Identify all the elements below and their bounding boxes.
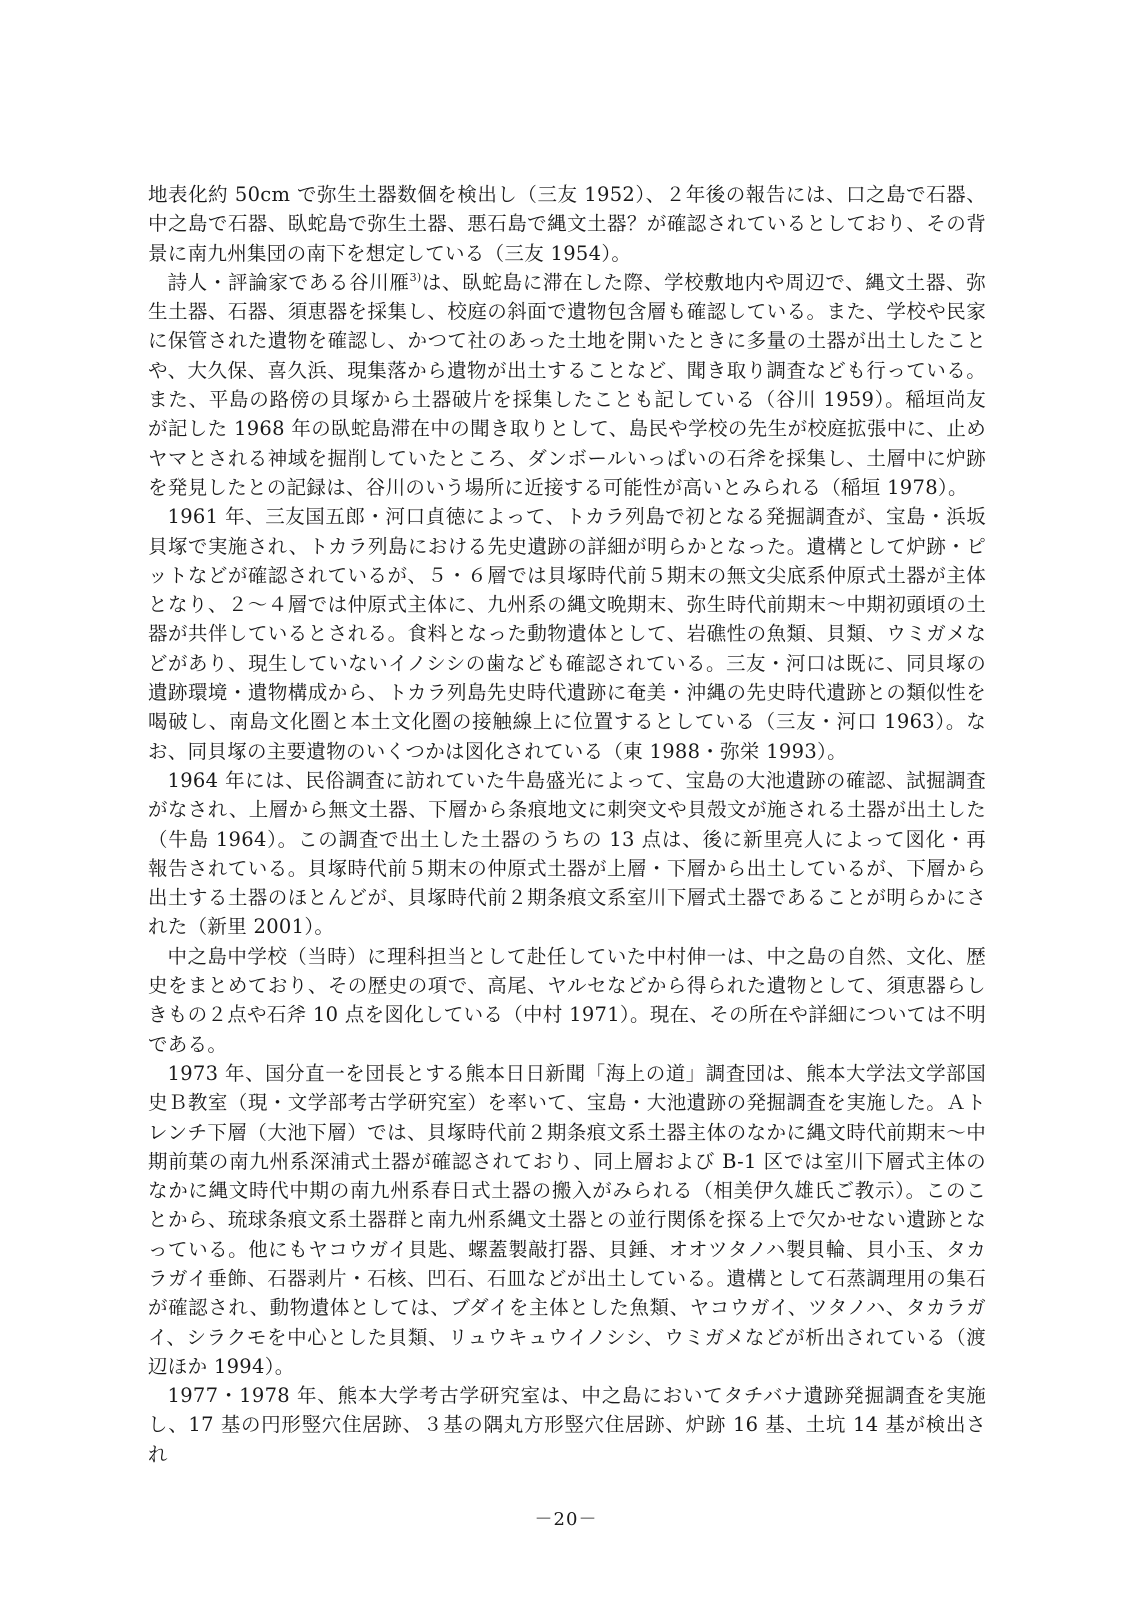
paragraph: 地表化約 50cm で弥生土器数個を検出し（三友 1952）、２年後の報告には、口之島で石器、中之島で石器、臥蛇島で弥生土器、悪石島で縄文土器？が確認されているとしており、その背景に南九州集団の南下を想定している（三友 1954）。 (148, 183, 986, 265)
paragraph: 中之島中学校（当時）に理科担当として赴任していた中村伸一は、中之島の自然、文化、歴史をまとめており、その歴史の項で、高尾、ヤルセなどから得られた遺物として、須恵器らしきもの２点や石斧 10 点を図化している（中村 1971）。現在、その所在や詳細については不明である。 (148, 944, 986, 1056)
footnote-marker: 3) (409, 270, 422, 284)
paragraph (148, 268, 986, 502)
paragraph-text: は、臥蛇島に滞在した際、学校敷地内や周辺で、縄文土器、弥生土器、石器、須恵器を採集し、校庭の斜面で遺物包含層も確認している。また、学校や民家に保管された遺物を確認し、かつて社のあった土地を開いたときに多量の土器が出土したことや、大久保、喜久浜、現集落から遺物が出土することなど、聞き取り調査なども行っている。また、平島の路傍の貝塚から土器破片を採集したことも記している（谷川 1959）。稲垣尚友が記した 1968 年の臥蛇島滞在中の聞き取りとして、島民や学校の先生が校庭拡張中に、止めヤマとされる神域を掘削していたところ、ダンボールいっぱいの石斧を採集し、土層中に炉跡を発見したとの記録は、谷川のいう場所に近接する可能性が高いとみられる（稲垣 1978）。 (148, 270, 986, 499)
paragraph: 1973 年、国分直一を団長とする熊本日日新聞「海上の道」調査団は、熊本大学法文学部国史Ｂ教室（現・文学部考古学研究室）を率いて、宝島・大池遺跡の発掘調査を実施した。Ａトレンチ下層（大池下層）では、貝塚時代前２期条痕文系土器主体のなかに縄文時代前期末～中期前葉の南九州系深浦式土器が確認されており、同上層および B-1 区では室川下層式主体のなかに縄文時代中期の南九州系春日式土器の搬入がみられる（相美伊久雄氏ご教示）。このことから、琉球条痕文系土器群と南九州系縄文土器との並行関係を探る上で欠かせない遺跡となっている。他にもヤコウガイ貝匙、螺蓋製敲打器、貝錘、オオツタノハ製貝輪、貝小玉、タカラガイ垂飾、石器剥片・石核、凹石、石皿などが出土している。遺構として石蒸調理用の集石が確認され、動物遺体としては、ブダイを主体とした魚類、ヤコウガイ、ツタノハ、タカラガイ、シラクモを中心とした貝類、リュウキュウイノシシ、ウミガメなどが析出されている（渡辺ほか 1994）。 (148, 1061, 986, 1378)
paragraph: 1961 年、三友国五郎・河口貞徳によって、トカラ列島で初となる発掘調査が、宝島・浜坂貝塚で実施され、トカラ列島における先史遺跡の詳細が明らかとなった。遺構として炉跡・ピットなどが確認されているが、５・６層では貝塚時代前５期末の無文尖底系仲原式土器が主体となり、２～４層では仲原式主体に、九州系の縄文晩期末、弥生時代前期末～中期初頭頃の土器が共伴しているとされる。食料となった動物遺体として、岩礁性の魚類、貝類、ウミガメなどがあり、現生していないイノシシの歯なども確認されている。三友・河口は既に、同貝塚の遺跡環境・遺物構成から、トカラ列島先史時代遺跡に奄美・沖縄の先史時代遺跡との類似性を喝破し、南島文化圏と本土文化圏の接触線上に位置するとしている（三友・河口 1963）。なお、同貝塚の主要遺物のいくつかは図化されている（東 1988・弥栄 1993）。 (148, 505, 986, 763)
page-number: －20－ (534, 1509, 598, 1530)
paragraph: 1964 年には、民俗調査に訪れていた牛島盛光によって、宝島の大池遺跡の確認、試掘調査がなされ、上層から無文土器、下層から条痕地文に刺突文や貝殻文が施される土器が出土した（牛島 1964）。この調査で出土した土器のうちの 13 点は、後に新里亮人によって図化・再報告されている。貝塚時代前５期末の仲原式土器が上層・下層から出土しているが、下層から出土する土器のほとんどが、貝塚時代前２期条痕文系室川下層式土器であることが明らかにされた（新里 2001）。 (148, 768, 986, 939)
body-text (148, 180, 986, 1469)
paragraph: 1977・1978 年、熊本大学考古学研究室は、中之島においてタチバナ遺跡発掘調査を実施し、17 基の円形竪穴住居跡、３基の隅丸方形竪穴住居跡、炉跡 16 基、土坑 14 基が検出され (148, 1384, 986, 1466)
paragraph-text: 詩人・評論家である谷川雁 (167, 270, 410, 294)
